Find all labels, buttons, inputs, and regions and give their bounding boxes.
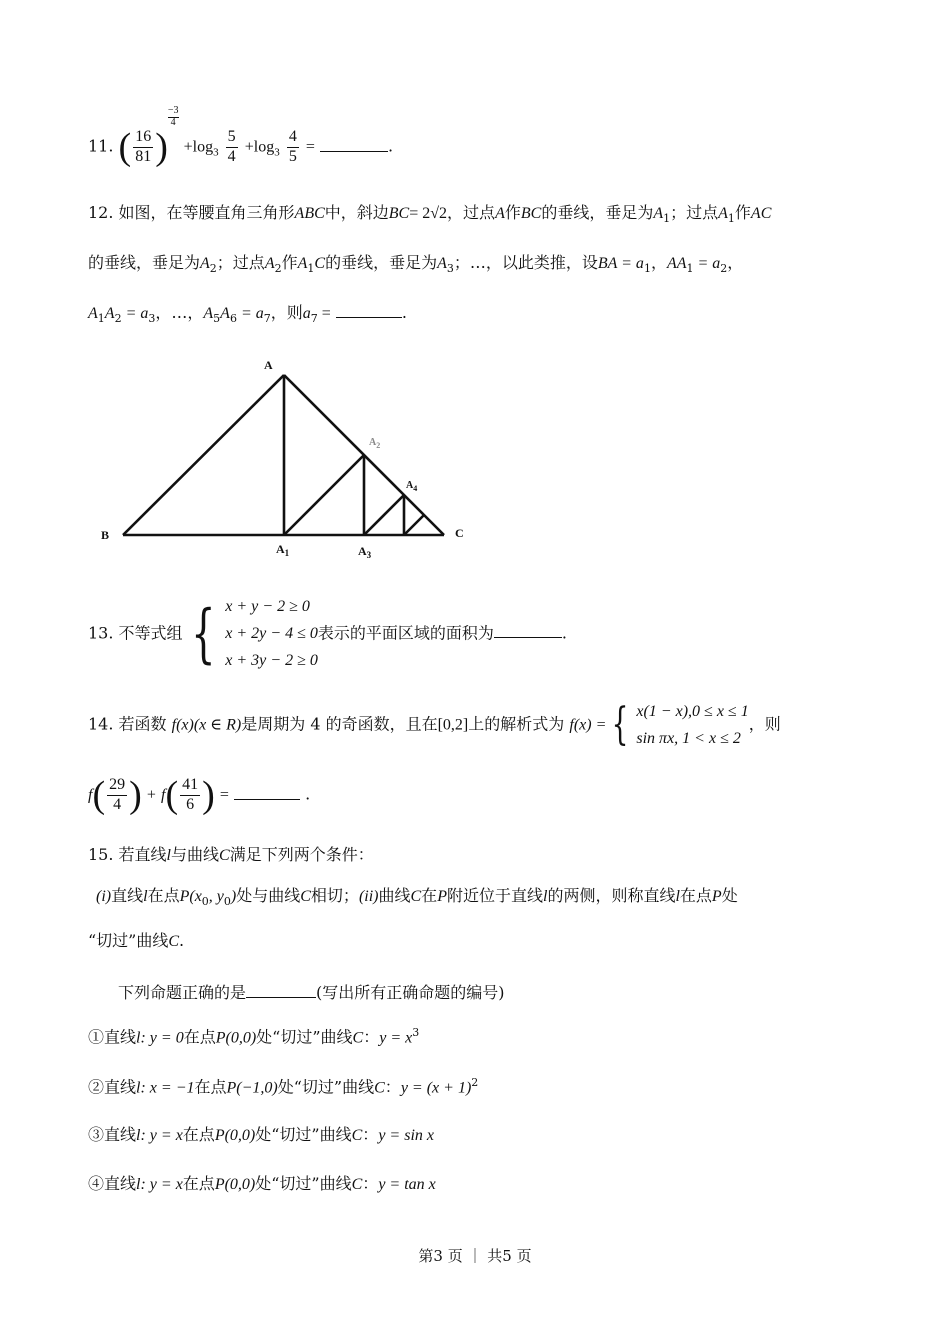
right-paren: ) (155, 126, 168, 168)
fraction-4-5: $\frac{4}{5}$ (288, 128, 297, 165)
left-brace: { (611, 699, 629, 751)
question-14-line-1: 14. 若函数 f(x)(x ∈ R)是周期为 4 的奇函数，且在[0,2]上的解析式为 f(x) = { x(1 − x),0 ≤ x ≤ 1 sin πx, 1 < x ≤ 2 ，则 (88, 698, 781, 752)
triangle-lines (123, 375, 444, 535)
left-paren: ( (118, 126, 132, 168)
piecewise-cases: x(1 − x),0 ≤ x ≤ 1 sin πx, 1 < x ≤ 2 (636, 703, 749, 748)
answer-blank[interactable] (320, 137, 388, 152)
question-14-line-2: f( $\frac{29}{4}$ ) + f( $\frac{41}{6}$ ) = . (88, 774, 311, 816)
perp-a3-a4 (364, 495, 404, 535)
question-15-line-2: (i)直线l在点$P(x_0$, $y_0$)处与曲线C相切；(ii)曲线C在P附近位于直线l的两侧，则称直线l在点P处 (96, 886, 738, 909)
question-15-prompt: 下列命题正确的是 (写出所有正确命题的编号) (118, 983, 505, 1002)
perp-a5-a6 (404, 515, 424, 535)
question-13: 13. 不等式组 { x + y − 2 ≥ 0 x + 2y − 4 ≤ 0 x + 3y − 2 ≥ 0 表示的平面区域的面积为 . (88, 593, 567, 675)
question-15-line-3: “切过”曲线C. (88, 931, 185, 950)
label-A2: $A_2$ (369, 437, 381, 450)
label-A: A (264, 358, 273, 372)
question-12-line-2: 的垂线，垂足为$A_2$；过点$A_2$作$A_1C$的垂线，垂足为$A_3$；…，以此类推，设BA = $a_1$，$AA_1 = a_2$， (88, 253, 744, 276)
exponent: $\frac{-3}{4}$ (167, 105, 179, 128)
question-11: 11. ( $\frac{16}{81}$ ) $\frac{-3}{4}$ $+\log_3$ $\frac{5}{4}$ $+\log_3$ $\frac{4}{5}$ = . (88, 105, 394, 168)
label-C: C (455, 526, 464, 540)
answer-blank[interactable] (234, 785, 300, 800)
side-ba (123, 375, 284, 535)
triangle-figure (88, 345, 488, 580)
fraction-5-4: $\frac{5}{4}$ (227, 128, 236, 165)
page-footer: 第3 页 ｜ 共5 页 (418, 1247, 532, 1265)
answer-blank[interactable] (246, 983, 316, 998)
option-1: ①直线l: y = 0在点P(0,0)处“切过”曲线C：$y = x^3$ (88, 1026, 420, 1047)
question-12-line-1: 12. 如图，在等腰直角三角形ABC中，斜边BC= 2√2，过点A作BC的垂线，垂足为$A_1$；过点$A_1$作AC (88, 203, 772, 226)
option-2: ②直线l: x = −1在点P(−1,0)处“切过”曲线C：$y = (x + 1)^2$ (88, 1076, 479, 1097)
answer-blank[interactable] (494, 623, 562, 638)
question-15-line-1: 15. 若直线l与曲线C满足下列两个条件： (88, 845, 374, 864)
base-fraction: $\frac{16}{81}$ (135, 128, 152, 165)
inequality-system: x + y − 2 ≥ 0 x + 2y − 4 ≤ 0 x + 3y − 2 ≥ 0 (225, 598, 318, 670)
left-brace: { (190, 596, 216, 671)
label-B: B (101, 528, 110, 542)
option-4: ④直线l: y = x在点P(0,0)处“切过”曲线C：y = tan x (88, 1174, 436, 1193)
answer-blank[interactable] (336, 303, 402, 318)
perp-a1-a2 (284, 455, 364, 535)
question-number: 11. (88, 136, 114, 156)
label-A1: $A_1$ (276, 542, 290, 558)
option-3: ③直线l: y = x在点P(0,0)处“切过”曲线C：y = sin x (88, 1125, 434, 1144)
label-A3: $A_3$ (358, 544, 372, 560)
label-A4: $A_4$ (406, 480, 418, 493)
question-12-line-3: $A_1A_2 = a_3$，…，$A_5A_6 = a_7$，则$a_7$ = . (88, 303, 407, 326)
